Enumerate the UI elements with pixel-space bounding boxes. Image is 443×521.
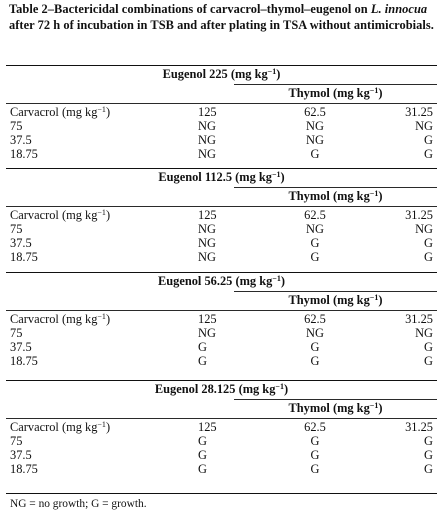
table-caption — [9, 2, 437, 33]
growth-cell: NG — [198, 119, 216, 133]
growth-cell: NG — [415, 222, 433, 236]
carvacrol-label: Carvacrol (mg $kg^{-1}$) — [10, 420, 111, 434]
rule-thymol-top — [234, 291, 437, 292]
carvacrol-unit: (mg $kg^{-1}$) — [61, 420, 111, 434]
growth-cell: G — [310, 434, 320, 448]
rule-top — [6, 65, 437, 66]
thymol-level: 62.5 — [304, 312, 326, 326]
thymol-level: 31.25 — [405, 105, 433, 119]
rule-header-bottom — [6, 310, 437, 311]
thymol-heading: Thymol (mg $kg^{-1}$) — [288, 86, 383, 100]
carvacrol-unit: (mg $kg^{-1}$) — [61, 105, 111, 119]
carvacrol-level: 37.5 — [10, 133, 32, 147]
thymol-unit: (mg $kg^{-1}$) — [332, 293, 383, 307]
growth-cell: NG — [198, 133, 216, 147]
carvacrol-level: 75 — [10, 326, 23, 340]
thymol-level: 125 — [198, 208, 217, 222]
growth-cell: G — [424, 354, 433, 368]
growth-cell: G — [198, 462, 207, 476]
growth-cell: NG — [198, 236, 216, 250]
rule-thymol-top — [234, 187, 437, 188]
growth-cell: NG — [198, 222, 216, 236]
rule-top — [6, 168, 437, 169]
growth-cell: G — [310, 236, 320, 250]
growth-cell: NG — [198, 250, 216, 264]
growth-cell: NG — [198, 326, 216, 340]
growth-cell: G — [310, 462, 320, 476]
growth-cell: G — [424, 250, 433, 264]
thymol-level: 62.5 — [304, 208, 326, 222]
rule-header-bottom — [6, 103, 437, 104]
thymol-heading: Thymol (mg $kg^{-1}$) — [288, 189, 383, 203]
caption-prefix: Table 2–Bactericidal combinations of carvacrol–thymol–eugenol on — [9, 2, 368, 16]
growth-cell: NG — [306, 133, 324, 147]
growth-cell: G — [310, 340, 320, 354]
rule-thymol-top — [234, 399, 437, 400]
eugenol-unit: (mg $kg^{-1}$) — [238, 382, 289, 396]
carvacrol-label: Carvacrol (mg $kg^{-1}$) — [10, 105, 111, 119]
thymol-unit: (mg $kg^{-1}$) — [332, 86, 383, 100]
carvacrol-level: 37.5 — [10, 340, 32, 354]
growth-cell: G — [424, 340, 433, 354]
carvacrol-level: 75 — [10, 434, 23, 448]
rule-top — [6, 272, 437, 273]
carvacrol-label: Carvacrol (mg $kg^{-1}$) — [10, 312, 111, 326]
thymol-unit: (mg $kg^{-1}$) — [332, 189, 383, 203]
rule-thymol-top — [234, 84, 437, 85]
thymol-level: 62.5 — [304, 420, 326, 434]
rule-top — [6, 380, 437, 381]
growth-cell: G — [424, 147, 433, 161]
eugenol-heading: Eugenol 112.5 (mg $kg^{-1}$) — [158, 170, 285, 184]
carvacrol-level: 18.75 — [10, 147, 38, 161]
thymol-level: 31.25 — [405, 312, 433, 326]
growth-cell: G — [424, 236, 433, 250]
growth-cell: NG — [306, 326, 324, 340]
growth-cell: G — [424, 133, 433, 147]
table-footnote: NG = no growth; G = growth. — [10, 498, 147, 510]
carvacrol-label: Carvacrol (mg $kg^{-1}$) — [10, 208, 111, 222]
carvacrol-level: 18.75 — [10, 250, 38, 264]
growth-cell: G — [424, 448, 433, 462]
thymol-level: 125 — [198, 420, 217, 434]
thymol-heading: Thymol (mg $kg^{-1}$) — [288, 293, 383, 307]
carvacrol-level: 37.5 — [10, 236, 32, 250]
growth-cell: G — [310, 250, 320, 264]
caption-suffix: after 72 h of incubation in TSB and after plating in TSA without antimicrobials. — [9, 17, 434, 32]
growth-cell: G — [310, 354, 320, 368]
growth-cell: NG — [415, 119, 433, 133]
eugenol-heading: Eugenol 225 (mg $kg^{-1}$) — [162, 67, 281, 81]
growth-cell: G — [198, 448, 207, 462]
eugenol-unit: (mg $kg^{-1}$) — [235, 274, 285, 288]
growth-cell: NG — [198, 147, 216, 161]
growth-cell: NG — [415, 326, 433, 340]
rule-header-bottom — [6, 206, 437, 207]
growth-cell: G — [310, 448, 320, 462]
carvacrol-unit: (mg $kg^{-1}$) — [61, 312, 111, 326]
thymol-level: 125 — [198, 105, 217, 119]
rule-header-bottom — [6, 418, 437, 419]
thymol-level: 31.25 — [405, 420, 433, 434]
growth-cell: NG — [306, 222, 324, 236]
eugenol-heading: Eugenol 28.125 (mg $kg^{-1}$) — [154, 382, 289, 396]
growth-cell: G — [198, 354, 207, 368]
eugenol-unit: (mg $kg^{-1}$) — [230, 67, 281, 81]
growth-cell: G — [198, 340, 207, 354]
carvacrol-level: 75 — [10, 119, 23, 133]
thymol-level: 31.25 — [405, 208, 433, 222]
carvacrol-level: 75 — [10, 222, 23, 236]
carvacrol-level: 18.75 — [10, 462, 38, 476]
rule-bottom — [6, 493, 437, 494]
eugenol-heading: Eugenol 56.25 (mg $kg^{-1}$) — [158, 274, 285, 288]
thymol-level: 125 — [198, 312, 217, 326]
growth-cell: G — [424, 462, 433, 476]
thymol-unit: (mg $kg^{-1}$) — [332, 401, 383, 415]
eugenol-unit: (mg $kg^{-1}$) — [235, 170, 285, 184]
thymol-level: 62.5 — [304, 105, 326, 119]
carvacrol-unit: (mg $kg^{-1}$) — [61, 208, 111, 222]
growth-cell: G — [198, 434, 207, 448]
carvacrol-level: 37.5 — [10, 448, 32, 462]
caption-organism: L. innocua — [370, 2, 428, 16]
growth-cell: G — [424, 434, 433, 448]
growth-cell: NG — [306, 119, 324, 133]
growth-cell: G — [310, 147, 320, 161]
carvacrol-level: 18.75 — [10, 354, 38, 368]
thymol-heading: Thymol (mg $kg^{-1}$) — [288, 401, 383, 415]
